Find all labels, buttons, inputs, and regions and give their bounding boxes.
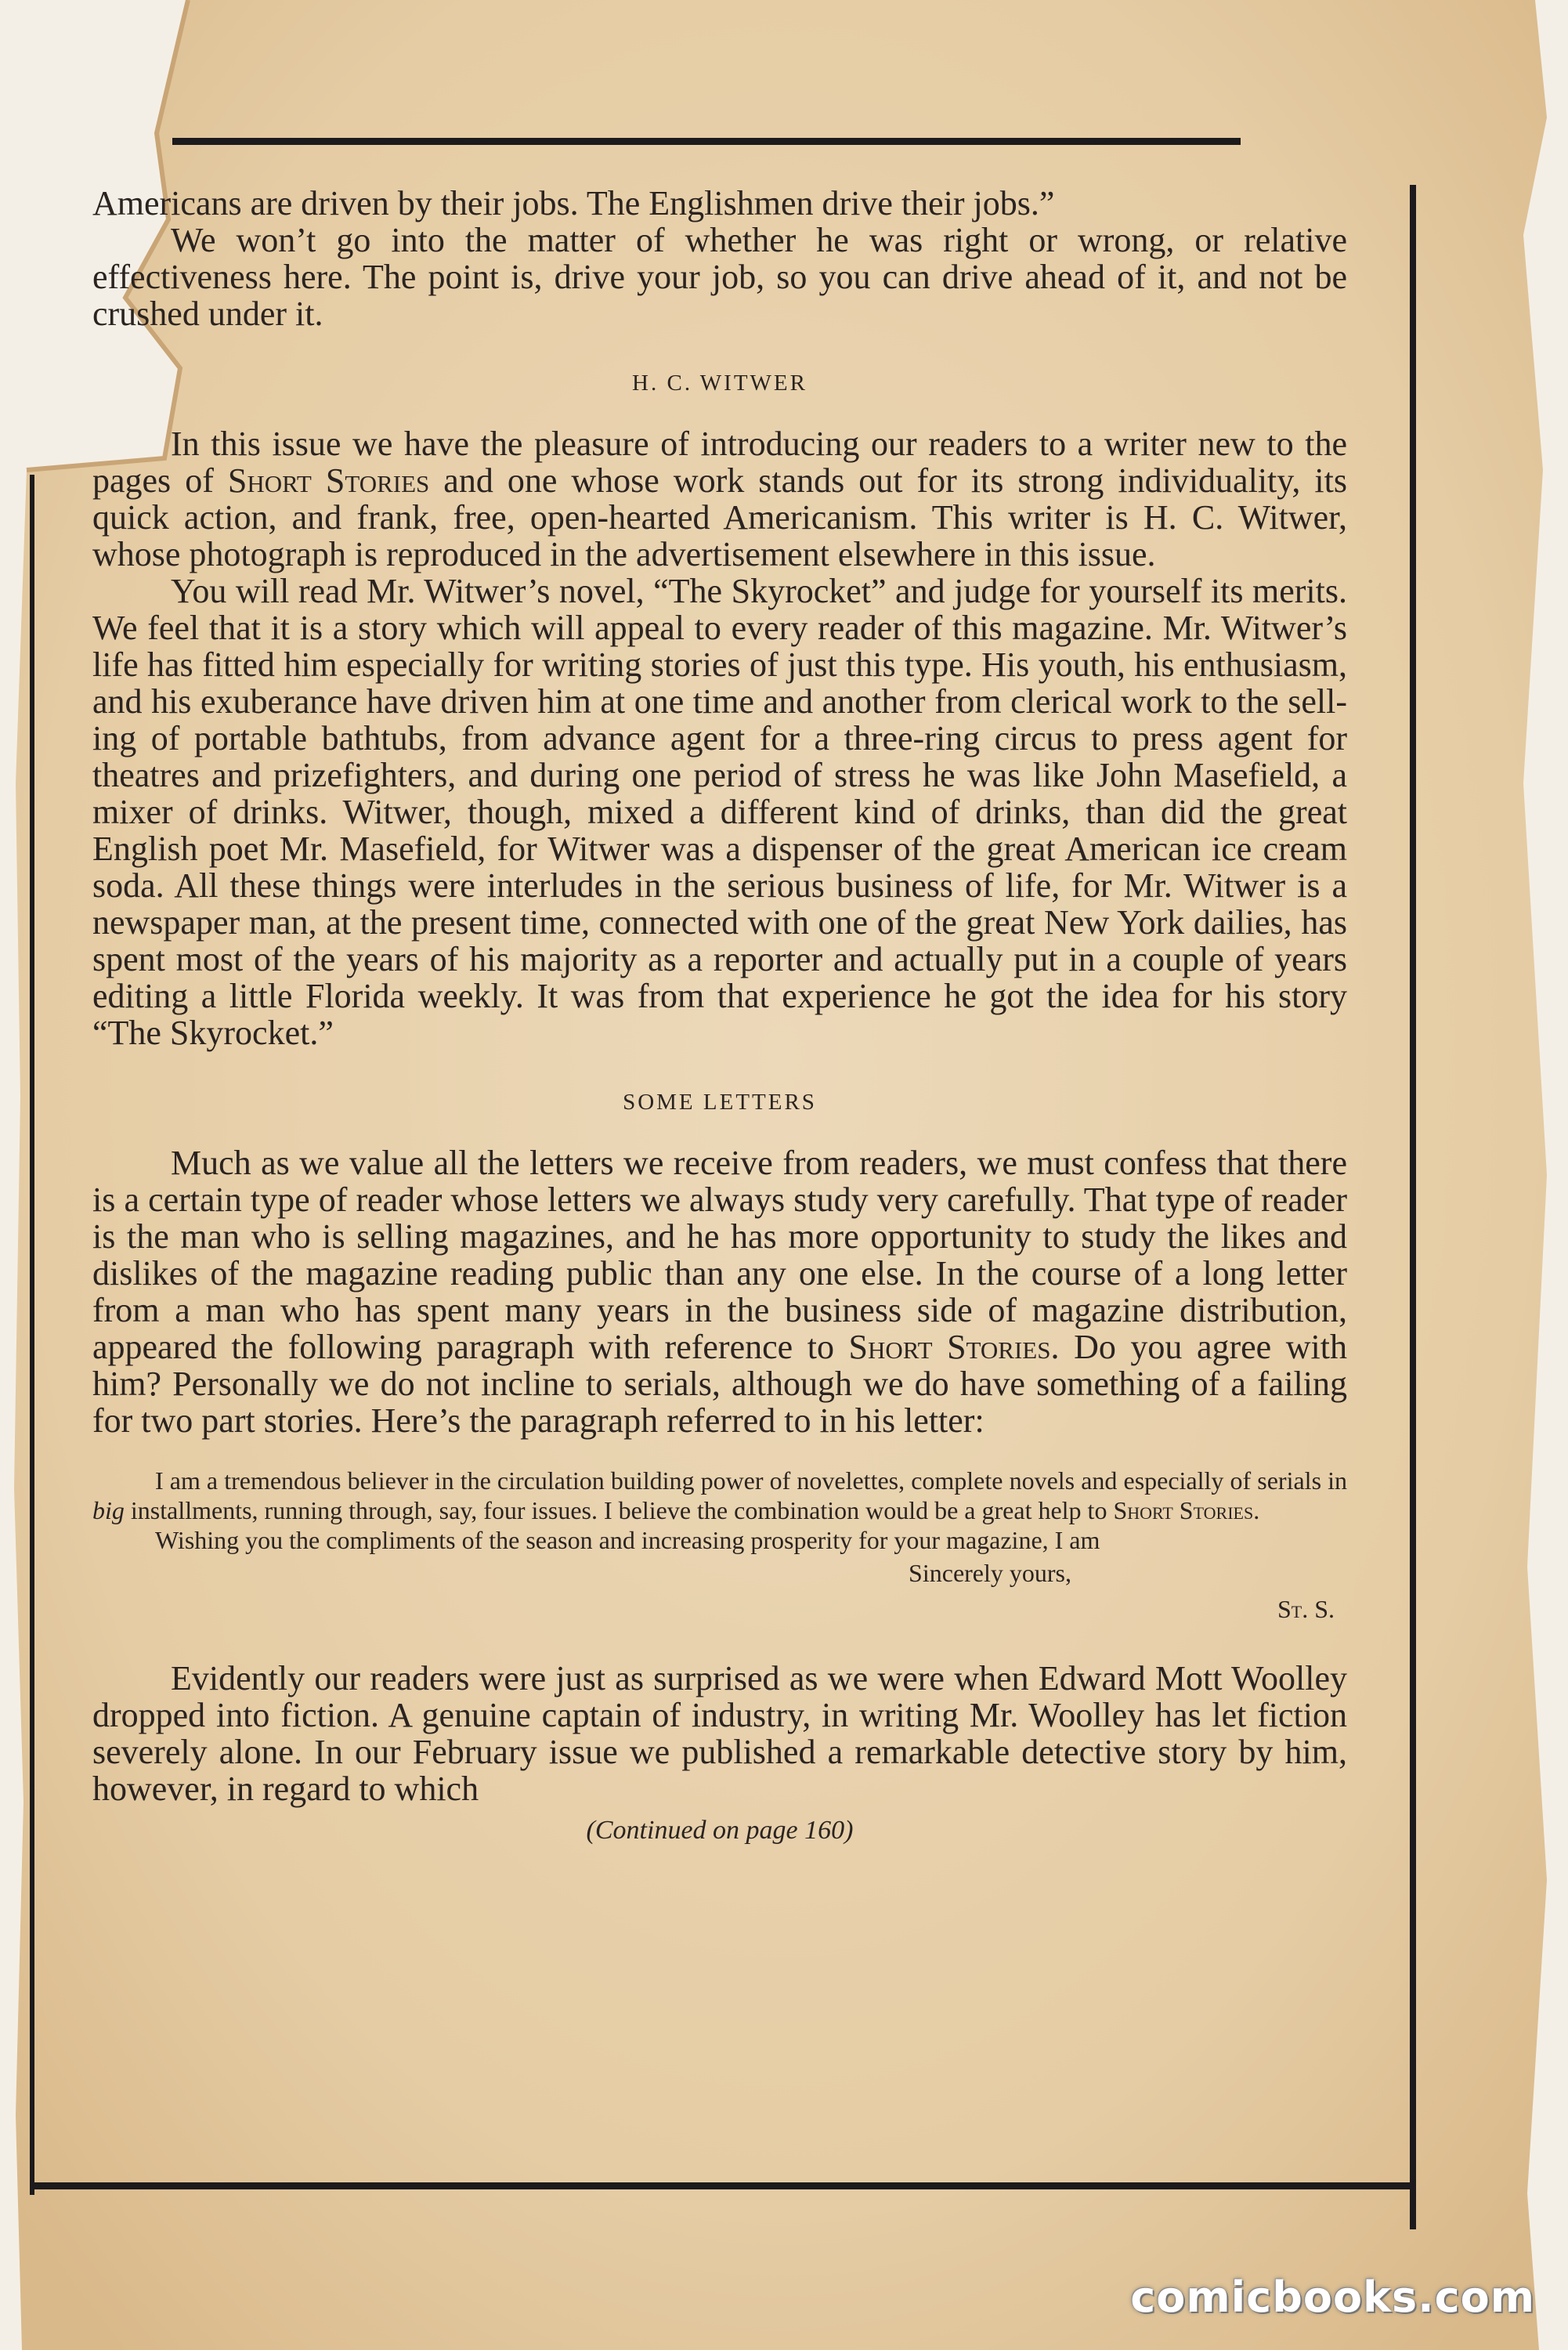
letters-paragraph-1: Much as we value all the letters we receive from readers, we must confess that there is a certain type of reader whose letters we always study very carefully. That type of reader is the man who is selling magazines, and he has more opportunity to study the likes and dislikes of the magazine reading public than any one else. In the course of a long letter from a man who has spent many years in the business side of magazine distribution, appeared the following paragraph with reference to Short Stories. Do you agree with him? Personally we do not incline to serials, although we do have something of a failing for two part stories. Here’s the paragraph referred to in his letter: — [92, 1144, 1347, 1440]
quote-paragraph-2: Wishing you the compliments of the season and increasing prosperity for your magazine, I am — [155, 1526, 1100, 1554]
letter-closing: Sincerely yours, — [909, 1559, 1071, 1587]
quote-paragraph-1: I am a tremendous believer in the circulation building power of novelettes, complete novels and especially of serials in big installments, running through, say, four issues. I believe the combination would be a great help to Short Stories. — [92, 1466, 1347, 1524]
witwer-paragraph-2: You will read Mr. Witwer’s novel, “The Skyrocket” and judge for yourself its merits. We feel that it is a story which will appeal to every reader of this magazine. Mr. Witwer’s life has fitted him especially for writing stories of just this type. His youth, his enthusiasm, and his exuberance have driven him at one time and another from clerical work to the selling of portable bathtubs, from advance agent for a three-ring circus to press agent for theatres and prizefighters, and during one period of stress he was like John Masefield, a mixer of drinks. Witwer, though, mixed a different kind of drinks, than did the great English poet Mr. Masefield, for Witwer was a dispenser of the great American ice cream soda. All these things were interludes in the serious business of life, for Mr. Witwer is a newspaper man, at the present time, connected with one of the great New York dailies, has spent most of the years of his majority as a reporter and actually put in a couple of years editing a little Florida weekly. It was from that experience he got the idea for his story “The Skyrocket.” — [92, 572, 1347, 1052]
magazine-name: Short Stories — [227, 461, 430, 500]
magazine-name: Short Stories — [848, 1328, 1051, 1366]
intro-paragraph-1: Americans are driven by their jobs. The Englishmen drive their jobs.” — [92, 184, 1055, 222]
article-body — [92, 185, 1347, 1849]
quoted-letter — [92, 1466, 1347, 1627]
continued-note: (Continued on page 160) — [586, 1816, 854, 1845]
site-watermark: comicbooks.com — [1130, 2272, 1535, 2322]
left-rule — [30, 475, 34, 2195]
top-rule — [172, 138, 1241, 145]
bottom-rule — [30, 2182, 1416, 2189]
witwer-paragraph-1: In this issue we have the pleasure of introducing our readers to a writer new to the pages of Short Stories and one whose work stands out for its strong individuality, its quick action, and frank, free, open-hearted Americanism. This writer is H. C. Witwer, whose photograph is reproduced in the advertisement elsewhere in this issue. — [92, 425, 1347, 573]
section-heading-letters: SOME LETTERS — [623, 1090, 817, 1115]
magazine-name: Short Stories — [1113, 1496, 1254, 1524]
section-heading-witwer: H. C. WITWER — [632, 371, 807, 396]
right-rule — [1410, 185, 1416, 2229]
letter-signature: St. S. — [1277, 1595, 1335, 1623]
woolley-paragraph: Evidently our readers were just as surprised as we were when Edward Mott Woolley dropped into fiction. A genuine captain of industry, in writing Mr. Woolley has let fiction severely alone. In our February issue we published a remarkable detective story by him, however, in regard to which — [92, 1659, 1347, 1808]
intro-paragraph-2: We won’t go into the matter of whether he was right or wrong, or relative effectiveness here. The point is, drive your job, so you can drive ahead of it, and not be crushed under it. — [92, 221, 1347, 333]
